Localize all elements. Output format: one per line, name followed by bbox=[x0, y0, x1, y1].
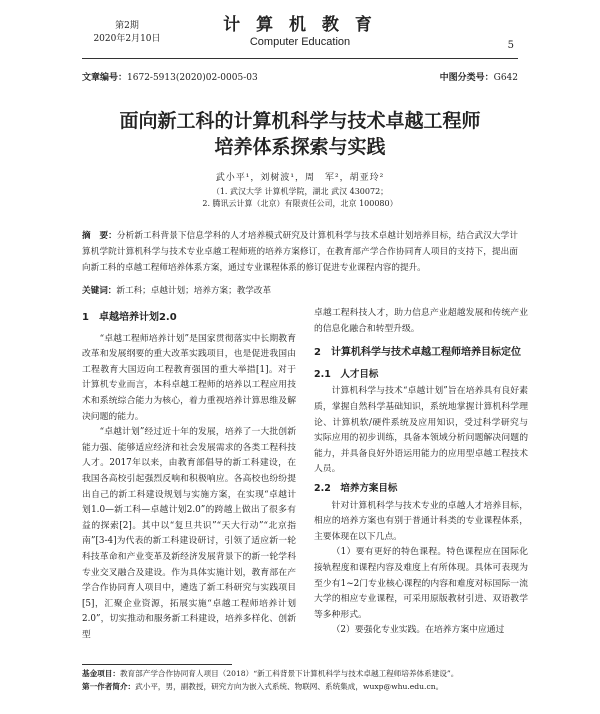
author-list: 武小平¹，刘树波¹，周 军²，胡亚玲² bbox=[215, 173, 385, 183]
keywords-label: 关键词： bbox=[82, 286, 117, 296]
paragraph: “卓越工程师培养计划”是国家贯彻落实中长期教育改革和发展纲要的重大改革实践项目，也是促进我国由工程教育大国迈向工程教育强国的重大举措[1]。对于计算机专业而言，本科卓越工程师的培养以工程应用技术和系统综合能力为核心，着力重视培养计算思维及解决问题的能力。 bbox=[82, 333, 296, 422]
funding-note bbox=[82, 667, 518, 680]
paragraph: （2）要强化专业实践。在培养方案中应通过 bbox=[331, 625, 505, 636]
running-header bbox=[0, 0, 600, 62]
article-title bbox=[0, 108, 600, 160]
article-id-label: 文章编号： bbox=[82, 73, 128, 83]
journal-name-en: Computer Education bbox=[249, 36, 351, 48]
abstract-label: 摘 要： bbox=[82, 231, 117, 241]
paragraph: 计算机科学与技术“卓越计划”旨在培养具有良好素质，掌握自然科学基础知识，系统地掌握计算机科学理论、计算机软/硬件系统及应用知识，受过科学研究与实际应用的初步训练，具备本领域分析问题解决问题的能力，并具备良好外语运用能力的应用型卓越工程技术人员。 bbox=[314, 386, 528, 475]
issue-number: 第2期 bbox=[115, 21, 139, 31]
abstract-text: 分析新工科背景下信息学科的人才培养模式研究及计算机科学与技术卓越计划培养目标，结合武汉大学计算机学院计算机科学与技术专业卓越工程师班的培养方案修订，在教育部产学合作协同育人项目的支持下，提出面向新工科的卓越工程师培养体系方案，通过专业课程体系的修订促进专业课程内容的提升。 bbox=[82, 231, 518, 273]
class-number: G642 bbox=[493, 73, 518, 83]
right-column bbox=[314, 306, 528, 639]
keywords-text: 新工科；卓越计划；培养方案；教学改革 bbox=[116, 286, 272, 296]
subsection-2-1-heading: 2.1 人才目标 bbox=[314, 368, 379, 380]
affiliations bbox=[0, 186, 600, 210]
issue-date: 2020年2月10日 bbox=[93, 34, 161, 44]
affiliation-line-2: 2. 腾讯云计算（北京）有限责任公司，北京 100080） bbox=[202, 199, 398, 208]
keywords bbox=[82, 284, 518, 296]
title-line-1: 面向新工科的计算机科学与技术卓越工程师 bbox=[119, 110, 481, 132]
article-id: 1672-5913(2020)02-0005-03 bbox=[127, 73, 258, 83]
abstract bbox=[82, 228, 518, 276]
left-column bbox=[82, 306, 296, 643]
paragraph: “卓越计划”经过近十年的发展，培养了一大批创新能力强、能够适应经济和社会发展需求的各类工程科技人才。2017年以来，由教育部倡导的新工科建设，在我国各高校引起强烈反响和积极响应。各高校也纷纷提出自己的新工科建设规划与实施方案，在实现“卓越计划1.0—新工科—卓越计划2.0”的跨越上做出了很多有益的探索[2]。其中以“复旦共识”“天大行动”“北京指南”[3-4]为代表的新工科建设研讨，引领了适应新一轮科技革命和产业变革及新经济发展背景下的新一轮学科专业交叉融合及建设。作为具体实施计划，教育部在产学合作协同育人项目中，遴选了新工科研究与实践项目[5]，汇聚企业资源，拓展实施“卓越工程师培养计划2.0”，切实推动和服务新工科建设，培养多样化、创新型 bbox=[82, 427, 296, 640]
section-2-heading: 2 计算机科学与技术卓越工程师培养目标定位 bbox=[314, 347, 521, 359]
footnote-divider bbox=[82, 664, 232, 665]
page-number: 5 bbox=[507, 40, 514, 51]
article-meta bbox=[82, 70, 518, 83]
paragraph: （1）要有更好的特色课程。特色课程应在国际化接轨程度和课程内容及难度上有所体现。具体可表现为至少有1~2门专业核心课程的内容和难度对标国际一流大学的相应专业课程，可采用原版教材引进、双语教学等多种形式。 bbox=[314, 547, 528, 620]
journal-name-cn: 计 算 机 教 育 bbox=[223, 15, 377, 35]
affiliation-line-1: （1. 武汉大学 计算机学院，湖北 武汉 430072； bbox=[211, 187, 389, 196]
class-label: 中图分类号： bbox=[439, 73, 494, 83]
funding-label: 基金项目： bbox=[82, 669, 120, 678]
header-divider bbox=[82, 58, 518, 59]
paragraph-continued: 卓越工程科技人才，助力信息产业超越发展和传统产业的信息化融合和转型升级。 bbox=[314, 308, 528, 334]
author-note bbox=[82, 680, 518, 693]
subsection-2-2-heading: 2.2 培养方案目标 bbox=[314, 482, 398, 494]
classification bbox=[440, 70, 518, 83]
paragraph: 针对计算机科学与技术专业的卓越人才培养目标，相应的培养方案也有别于普通计科类的专业课程体系，主要体现在以下几点。 bbox=[314, 500, 528, 542]
title-line-2: 培养体系探索与实践 bbox=[214, 136, 386, 158]
author-note-label: 第一作者简介： bbox=[82, 682, 136, 691]
section-1-heading: 1 卓越培养计划2.0 bbox=[82, 312, 177, 323]
author-note-text: 武小平，男，副教授，研究方向为嵌入式系统、物联网、系统集成，wuxp@whu.edu.cn。 bbox=[135, 682, 444, 691]
funding-text: 教育部产学合作协同育人项目（2018）“新工科背景下计算机科学与技术卓越工程师培养体系建设”。 bbox=[119, 669, 459, 678]
footnotes bbox=[82, 667, 518, 693]
